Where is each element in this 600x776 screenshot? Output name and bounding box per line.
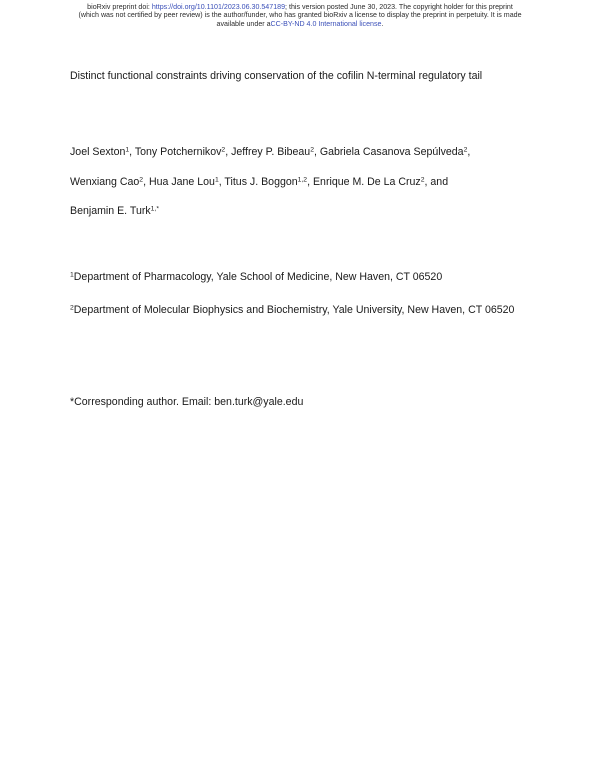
corresponding-author: *Corresponding author. Email: ben.turk@yale.edu	[70, 396, 304, 408]
author-affiliation-mark: 2	[221, 146, 226, 154]
banner-line-3-suffix: .	[381, 19, 384, 28]
author-separator: ,	[424, 175, 431, 188]
author-name: Titus J. Boggon	[224, 175, 298, 188]
author-name: Tony Potchernikov	[134, 146, 222, 158]
author-affiliation-mark: 1	[125, 146, 130, 154]
author-row-2	[70, 168, 540, 198]
affiliation-text: Department of Molecular Biophysics and Biochemistry, Yale University, New Haven, CT 06520	[73, 303, 515, 316]
paper-title: Distinct functional constraints driving conservation of the cofilin N-terminal regulatory tail	[70, 70, 483, 82]
affiliation-mark: 2	[70, 304, 74, 311]
author-row-3	[70, 197, 540, 227]
author-affiliation-mark: 1,*	[150, 205, 159, 213]
author-name: Jeffrey P. Bibeau	[231, 146, 311, 158]
author-name: Gabriela Casanova Sepúlveda	[319, 146, 464, 158]
banner-line-2: (which was not certified by peer review) is the author/funder, who has granted bioRxiv a license to display the preprint in perpetuity. It is made	[78, 11, 522, 20]
author-row-1	[70, 138, 540, 168]
author-name: Benjamin E. Turk	[70, 205, 151, 217]
banner-line-3	[0, 20, 600, 28]
affiliation-item	[70, 263, 540, 293]
banner-line-3-prefix: available under a	[216, 19, 271, 28]
banner-line-1	[0, 3, 600, 11]
author-separator: ,	[313, 146, 320, 158]
author-name: Enrique M. De La Cruz	[312, 175, 421, 188]
author-affiliation-mark: 2	[310, 146, 314, 154]
doi-link[interactable]: https://doi.org/10.1101/2023.06.30.547189	[151, 3, 286, 11]
author-name: Wenxiang Cao	[70, 175, 140, 188]
author-separator: ,	[307, 175, 313, 188]
author-name: Joel Sexton	[70, 146, 126, 158]
author-affiliation-mark: 1	[214, 176, 219, 183]
author-affiliation-mark: 2	[420, 176, 425, 183]
author-separator: ,	[467, 146, 474, 158]
banner-line-1-suffix: ; this version posted June 30, 2023. The copyright holder for this preprint	[285, 3, 513, 11]
affiliation-text: Department of Pharmacology, Yale School of Medicine, New Haven, CT 06520	[73, 271, 443, 283]
author-and: and	[430, 175, 449, 188]
license-link[interactable]: CC-BY-ND 4.0 International license	[270, 19, 382, 28]
affiliation-list	[70, 263, 540, 325]
author-separator: ,	[143, 175, 149, 188]
author-separator: ,	[225, 146, 232, 158]
author-affiliation-mark: 2	[139, 176, 144, 183]
author-list	[70, 138, 540, 227]
author-separator: ,	[129, 146, 135, 158]
affiliation-mark: 1	[70, 271, 74, 279]
author-affiliation-mark: 2	[463, 146, 468, 154]
author-separator: ,	[218, 175, 225, 188]
author-affiliation-mark: 1,2	[297, 176, 308, 183]
author-name: Hua Jane Lou	[148, 175, 215, 188]
affiliation-item	[70, 296, 540, 326]
banner-line-1-prefix: bioRxiv preprint doi:	[87, 3, 152, 11]
preprint-banner	[0, 3, 600, 28]
